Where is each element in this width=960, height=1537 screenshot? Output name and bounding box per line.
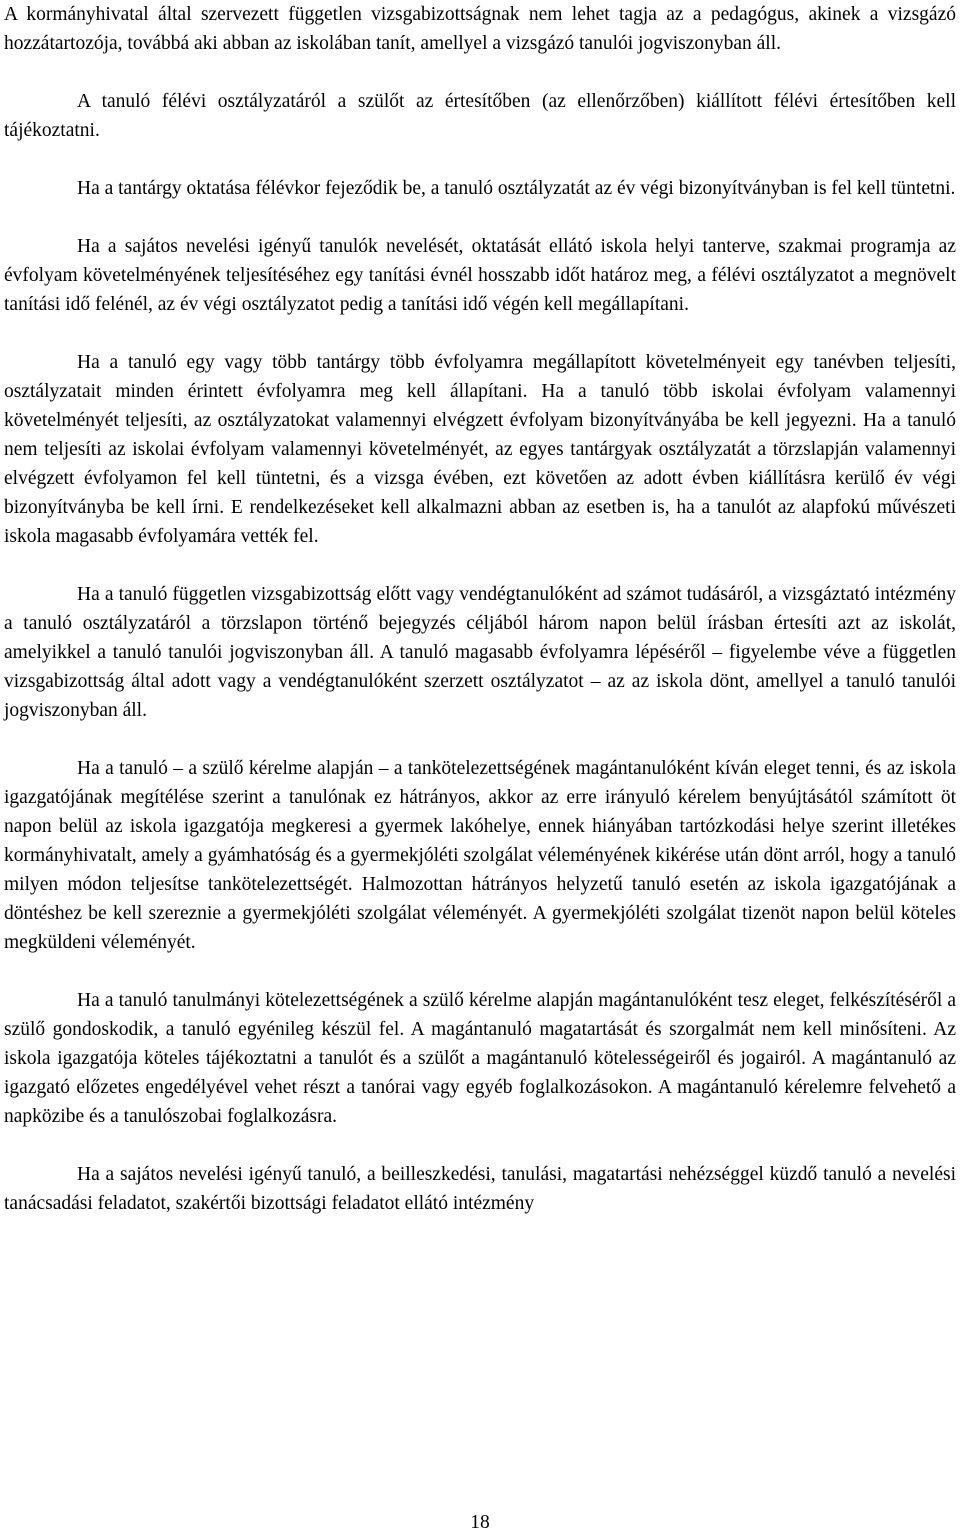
paragraph-private-student-request: Ha a tanuló – a szülő kérelme alapján – a tankötelezettségének magántanulóként kíván eleget tenni, és az iskola igazgatójának megítélése szerint a tanulónak ez hátrányos, akkor az erre irányuló kérelem benyújtásától számított öt napon belül az iskola igazgatója megkeresi a gyermek lakóhelye, ennek hiányában tartózkodási helye szerint illetékes kormányhivatalt, amely a gyámhatóság és a gyermekjóléti szolgálat véleményének kikérése után dönt arról, hogy a tanuló milyen módon teljesítse tankötelezettségét. Halmozottan hátrányos helyzetű tanuló esetén az iskola igazgatójának a döntéshez be kell szereznie a gyermekjóléti szolgálat véleményét. A gyermekjóléti szolgálat tizenöt napon belül köteles megküldeni véleményét.: [4, 758, 956, 953]
paragraph-exam-committee-membership: A kormányhivatal által szervezett független vizsgabizottságnak nem lehet tagja az a pedagógus, akinek a vizsgázó hozzátartozója, továbbá aki abban az iskolában tanít, amellyel a vizsgázó tanulói jogviszonyban áll.: [4, 4, 956, 54]
paragraph-independent-exam-committee: Ha a tanuló független vizsgabizottság előtt vagy vendégtanulóként ad számot tudásáról, a vizsgáztató intézmény a tanuló osztályzatáról a törzslapon történő bejegyzés céljából három napon belül írásban értesíti azt az iskolát, amelyikkel a tanuló tanulói jogviszonyban áll. A tanuló magasabb évfolyamra lépéséről – figyelembe véve a független vizsgabizottság által adott vagy a vendégtanulóként szerzett osztályzatot – az az iskola dönt, amellyel a tanuló tanulói jogviszonyban áll.: [4, 584, 956, 721]
paragraph-private-student-duties: Ha a tanuló tanulmányi kötelezettségének a szülő kérelme alapján magántanulóként tesz eleget, felkészítéséről a szülő gondoskodik, a tanuló egyénileg készül fel. A magántanuló magatartását és szorgalmát nem kell minősíteni. Az iskola igazgatója köteles tájékoztatni a tanulót és a szülőt a magántanuló kötelességeiről és jogairól. A magántanuló az igazgató előzetes engedélyével vehet részt a tanórai vagy egyéb foglalkozásokon. A magántanuló kérelemre felvehető a napközibe és a tanulószobai foglalkozásra.: [4, 990, 956, 1127]
page-number: 18: [470, 1512, 490, 1533]
paragraph-subject-ends-midterm: Ha a tantárgy oktatása félévkor fejeződik be, a tanuló osztályzatát az év végi bizonyítványban is fel kell tüntetni.: [77, 178, 956, 199]
paragraph-special-needs-timing: Ha a sajátos nevelési igényű tanulók nevelését, oktatását ellátó iskola helyi tanterve, szakmai programja az évfolyam követelményének teljesítéséhez egy tanítási évnél hosszabb időt határoz meg, a félévi osztályzatot a megnövelt tanítási idő felénél, az év végi osztályzatot pedig a tanítási idő végén kell megállapítani.: [4, 236, 956, 315]
document-page: [4, 0, 956, 1247]
paragraph-special-needs-student: Ha a sajátos nevelési igényű tanuló, a beilleszkedési, tanulási, magatartási nehézséggel küzdő tanuló a nevelési tanácsadási feladatot, szakértői bizottsági feladatot ellátó intézmény: [4, 1164, 956, 1214]
paragraph-midterm-grade-notice: A tanuló félévi osztályzatáról a szülőt az értesítőben (az ellenőrzőben) kiállított félévi értesítőben kell tájékoztatni.: [4, 91, 956, 141]
paragraph-multiple-grades-year: Ha a tanuló egy vagy több tantárgy több évfolyamra megállapított követelményeit egy tanévben teljesíti, osztályzatait minden érintett évfolyamra meg kell állapítani. Ha a tanuló több iskolai évfolyam valamennyi követelményét teljesíti, az osztályzatokat valamennyi elvégzett évfolyam bizonyítványába be kell jegyezni. Ha a tanuló nem teljesíti az iskolai évfolyam valamennyi követelményét, az egyes tantárgyak osztályzatát a törzslapján valamennyi elvégzett évfolyamon fel kell tüntetni, és a vizsga évében, ezt követően az adott évben kiállításra kerülő év végi bizonyítványba be kell írni. E rendelkezéseket kell alkalmazni abban az esetben is, ha a tanulót az alapfokú művészeti iskola magasabb évfolyamára vették fel.: [4, 352, 956, 547]
